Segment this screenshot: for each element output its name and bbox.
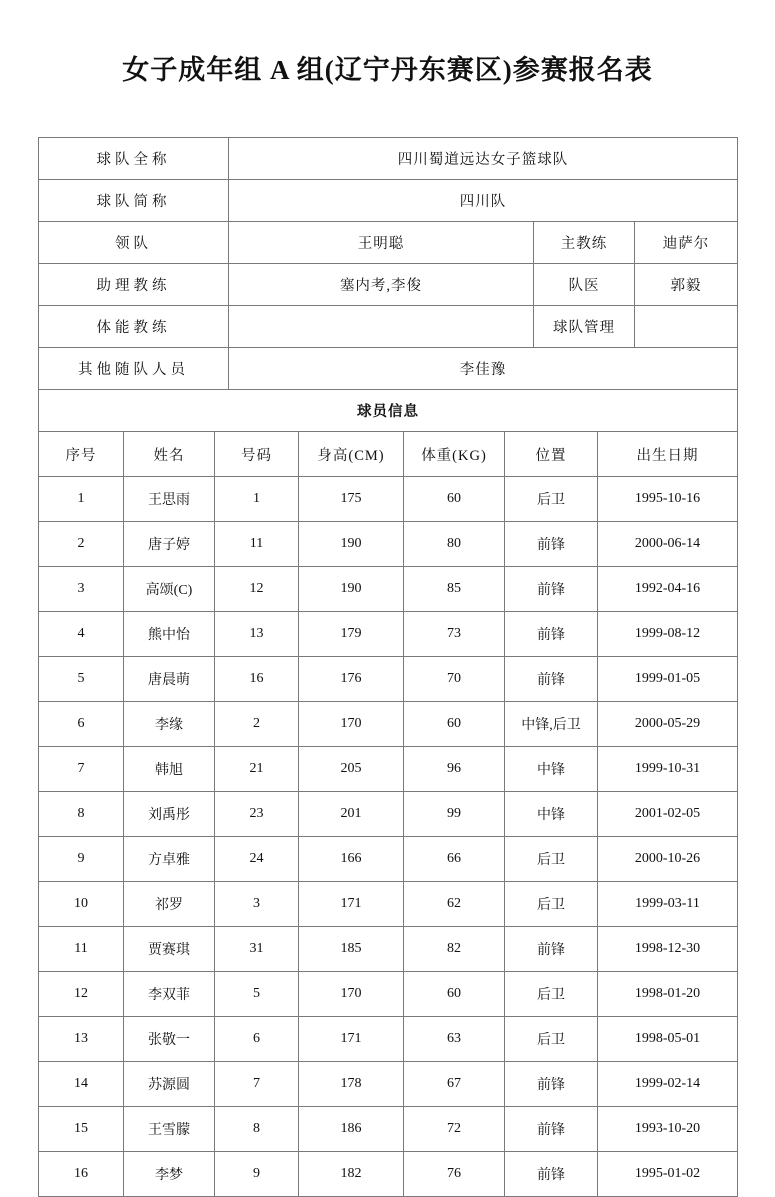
player-number: 24 xyxy=(215,837,299,882)
table-row xyxy=(39,477,738,522)
player-name: 张敬一 xyxy=(124,1017,215,1062)
player-position: 前锋 xyxy=(505,1062,598,1107)
player-height: 171 xyxy=(299,1017,404,1062)
player-weight: 72 xyxy=(404,1107,505,1152)
head-coach-label: 主教练 xyxy=(534,222,635,264)
player-position: 后卫 xyxy=(505,837,598,882)
player-birthdate: 1995-10-16 xyxy=(598,477,738,522)
player-weight: 70 xyxy=(404,657,505,702)
team-leader-value: 王明聪 xyxy=(229,222,534,264)
table-row xyxy=(39,306,738,348)
player-birthdate: 2001-02-05 xyxy=(598,792,738,837)
player-index: 14 xyxy=(39,1062,124,1107)
player-position: 中锋,后卫 xyxy=(505,702,598,747)
player-weight: 67 xyxy=(404,1062,505,1107)
player-birthdate: 1998-01-20 xyxy=(598,972,738,1017)
player-name: 王雪朦 xyxy=(124,1107,215,1152)
player-weight: 63 xyxy=(404,1017,505,1062)
table-row xyxy=(39,390,738,432)
player-name: 李双菲 xyxy=(124,972,215,1017)
player-weight: 99 xyxy=(404,792,505,837)
player-birthdate: 1999-03-11 xyxy=(598,882,738,927)
player-index: 4 xyxy=(39,612,124,657)
player-number: 16 xyxy=(215,657,299,702)
player-position: 后卫 xyxy=(505,882,598,927)
table-row xyxy=(39,522,738,567)
assistant-coach-label: 助理教练 xyxy=(39,264,229,306)
player-index: 15 xyxy=(39,1107,124,1152)
table-row xyxy=(39,747,738,792)
table-row xyxy=(39,264,738,306)
player-weight: 73 xyxy=(404,612,505,657)
player-index: 11 xyxy=(39,927,124,972)
table-row xyxy=(39,927,738,972)
team-full-name-label: 球队全称 xyxy=(39,138,229,180)
player-index: 3 xyxy=(39,567,124,612)
player-weight: 82 xyxy=(404,927,505,972)
player-birthdate: 1999-02-14 xyxy=(598,1062,738,1107)
player-height: 201 xyxy=(299,792,404,837)
table-row xyxy=(39,567,738,612)
player-weight: 80 xyxy=(404,522,505,567)
player-weight: 96 xyxy=(404,747,505,792)
player-name: 刘禹彤 xyxy=(124,792,215,837)
player-birthdate: 1999-10-31 xyxy=(598,747,738,792)
player-number: 2 xyxy=(215,702,299,747)
table-row xyxy=(39,792,738,837)
assistant-coach-value: 塞内考,李俊 xyxy=(229,264,534,306)
table-row xyxy=(39,837,738,882)
table-row xyxy=(39,348,738,390)
player-height: 170 xyxy=(299,702,404,747)
table-row xyxy=(39,972,738,1017)
player-name: 贾赛琪 xyxy=(124,927,215,972)
player-height: 171 xyxy=(299,882,404,927)
player-position: 后卫 xyxy=(505,1017,598,1062)
table-row xyxy=(39,1107,738,1152)
player-birthdate: 1999-01-05 xyxy=(598,657,738,702)
player-number: 31 xyxy=(215,927,299,972)
player-index: 5 xyxy=(39,657,124,702)
player-birthdate: 2000-10-26 xyxy=(598,837,738,882)
column-header-height: 身高(CM) xyxy=(299,432,404,477)
player-weight: 76 xyxy=(404,1152,505,1197)
player-index: 2 xyxy=(39,522,124,567)
player-height: 179 xyxy=(299,612,404,657)
players-table-body xyxy=(39,477,738,1197)
player-position: 后卫 xyxy=(505,477,598,522)
table-row xyxy=(39,657,738,702)
table-row xyxy=(39,882,738,927)
player-index: 16 xyxy=(39,1152,124,1197)
player-birthdate: 1995-01-02 xyxy=(598,1152,738,1197)
player-position: 前锋 xyxy=(505,657,598,702)
player-position: 前锋 xyxy=(505,522,598,567)
player-weight: 66 xyxy=(404,837,505,882)
player-name: 熊中怡 xyxy=(124,612,215,657)
player-position: 中锋 xyxy=(505,792,598,837)
team-manager-label: 球队管理 xyxy=(534,306,635,348)
player-number: 8 xyxy=(215,1107,299,1152)
table-row xyxy=(39,222,738,264)
player-height: 178 xyxy=(299,1062,404,1107)
player-height: 186 xyxy=(299,1107,404,1152)
player-index: 6 xyxy=(39,702,124,747)
player-number: 12 xyxy=(215,567,299,612)
player-position: 前锋 xyxy=(505,927,598,972)
head-coach-value: 迪萨尔 xyxy=(635,222,738,264)
player-number: 6 xyxy=(215,1017,299,1062)
player-weight: 60 xyxy=(404,972,505,1017)
player-height: 166 xyxy=(299,837,404,882)
player-height: 190 xyxy=(299,522,404,567)
player-number: 11 xyxy=(215,522,299,567)
player-height: 175 xyxy=(299,477,404,522)
player-weight: 60 xyxy=(404,477,505,522)
table-row xyxy=(39,702,738,747)
player-name: 唐晨萌 xyxy=(124,657,215,702)
table-row xyxy=(39,180,738,222)
players-section-title: 球员信息 xyxy=(39,390,738,432)
table-row xyxy=(39,1152,738,1197)
player-position: 后卫 xyxy=(505,972,598,1017)
player-height: 205 xyxy=(299,747,404,792)
player-index: 13 xyxy=(39,1017,124,1062)
player-weight: 85 xyxy=(404,567,505,612)
player-position: 前锋 xyxy=(505,612,598,657)
team-short-name-value: 四川队 xyxy=(229,180,738,222)
player-birthdate: 1998-12-30 xyxy=(598,927,738,972)
other-staff-value: 李佳豫 xyxy=(229,348,738,390)
player-position: 前锋 xyxy=(505,1107,598,1152)
player-height: 190 xyxy=(299,567,404,612)
column-header-number: 号码 xyxy=(215,432,299,477)
table-row xyxy=(39,1062,738,1107)
player-number: 23 xyxy=(215,792,299,837)
player-index: 7 xyxy=(39,747,124,792)
player-position: 中锋 xyxy=(505,747,598,792)
player-height: 176 xyxy=(299,657,404,702)
player-birthdate: 2000-06-14 xyxy=(598,522,738,567)
player-birthdate: 2000-05-29 xyxy=(598,702,738,747)
registration-form xyxy=(38,137,737,1197)
player-name: 祁罗 xyxy=(124,882,215,927)
player-birthdate: 1993-10-20 xyxy=(598,1107,738,1152)
fitness-coach-value xyxy=(229,306,534,348)
team-leader-label: 领队 xyxy=(39,222,229,264)
player-birthdate: 1992-04-16 xyxy=(598,567,738,612)
other-staff-label: 其他随队人员 xyxy=(39,348,229,390)
team-full-name-value: 四川蜀道远达女子篮球队 xyxy=(229,138,738,180)
page-title: 女子成年组 A 组(辽宁丹东赛区)参赛报名表 xyxy=(122,55,653,85)
table-row xyxy=(39,612,738,657)
player-height: 170 xyxy=(299,972,404,1017)
fitness-coach-label: 体能教练 xyxy=(39,306,229,348)
player-number: 9 xyxy=(215,1152,299,1197)
player-height: 185 xyxy=(299,927,404,972)
player-birthdate: 1998-05-01 xyxy=(598,1017,738,1062)
player-weight: 62 xyxy=(404,882,505,927)
player-name: 李缘 xyxy=(124,702,215,747)
player-index: 12 xyxy=(39,972,124,1017)
player-birthdate: 1999-08-12 xyxy=(598,612,738,657)
player-number: 3 xyxy=(215,882,299,927)
team-doctor-label: 队医 xyxy=(534,264,635,306)
player-number: 13 xyxy=(215,612,299,657)
team-info-table xyxy=(38,137,738,432)
player-number: 21 xyxy=(215,747,299,792)
player-height: 182 xyxy=(299,1152,404,1197)
player-position: 前锋 xyxy=(505,567,598,612)
player-index: 9 xyxy=(39,837,124,882)
player-number: 1 xyxy=(215,477,299,522)
player-number: 5 xyxy=(215,972,299,1017)
column-header-weight: 体重(KG) xyxy=(404,432,505,477)
player-name: 王思雨 xyxy=(124,477,215,522)
player-name: 唐子婷 xyxy=(124,522,215,567)
players-table-header-row xyxy=(39,432,738,477)
column-header-index: 序号 xyxy=(39,432,124,477)
player-name: 李梦 xyxy=(124,1152,215,1197)
team-manager-value xyxy=(635,306,738,348)
team-doctor-value: 郭毅 xyxy=(635,264,738,306)
player-name: 韩旭 xyxy=(124,747,215,792)
column-header-birthdate: 出生日期 xyxy=(598,432,738,477)
player-weight: 60 xyxy=(404,702,505,747)
players-table xyxy=(38,431,738,1197)
player-index: 8 xyxy=(39,792,124,837)
column-header-name: 姓名 xyxy=(124,432,215,477)
team-short-name-label: 球队简称 xyxy=(39,180,229,222)
column-header-position: 位置 xyxy=(505,432,598,477)
player-name: 高颂(C) xyxy=(124,567,215,612)
player-name: 苏源圆 xyxy=(124,1062,215,1107)
player-name: 方卓雅 xyxy=(124,837,215,882)
table-row xyxy=(39,1017,738,1062)
player-index: 1 xyxy=(39,477,124,522)
table-row xyxy=(39,138,738,180)
player-position: 前锋 xyxy=(505,1152,598,1197)
player-index: 10 xyxy=(39,882,124,927)
player-number: 7 xyxy=(215,1062,299,1107)
